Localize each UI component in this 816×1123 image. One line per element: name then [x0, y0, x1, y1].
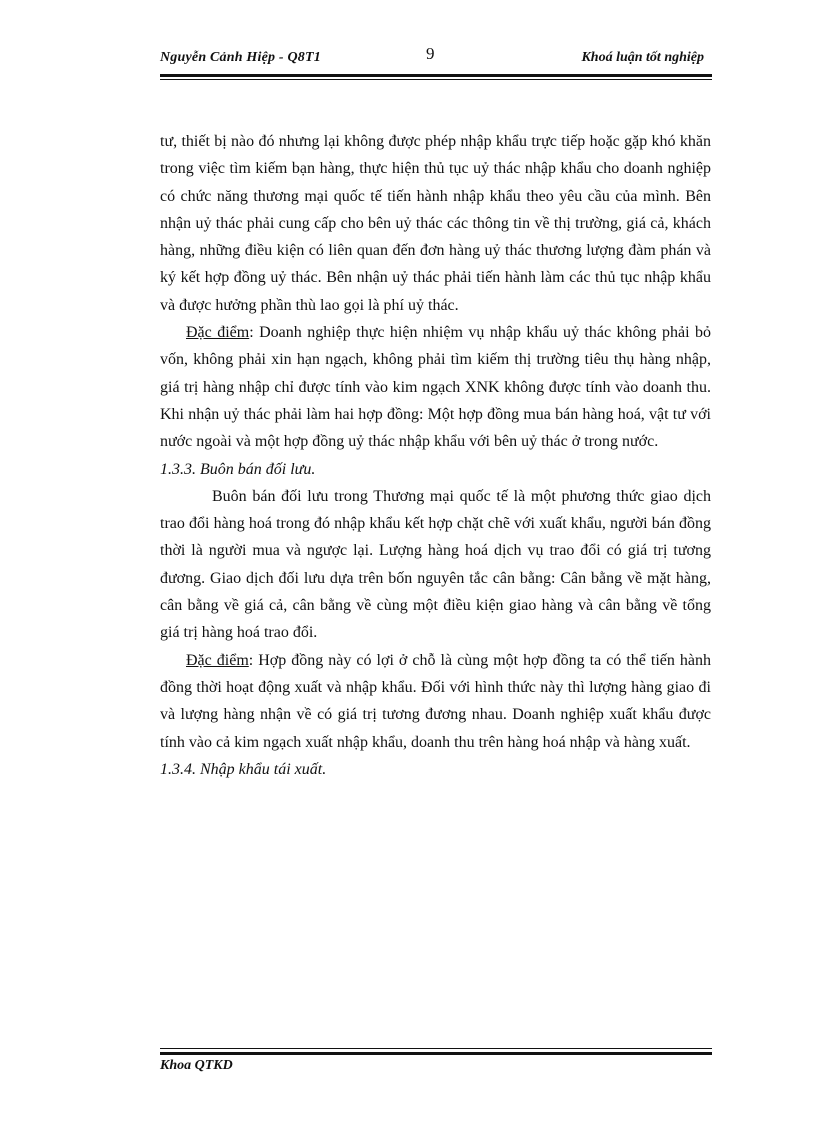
paragraph	[160, 647, 711, 756]
section-heading: 1.3.3. Buôn bán đối lưu.	[160, 460, 316, 478]
header-author: Nguyễn Cảnh Hiệp - Q8T1	[160, 50, 321, 65]
feature-label: Đặc điểm	[186, 324, 250, 342]
paragraph: tư, thiết bị nào đó nhưng lại không được phép nhập khẩu trực tiếp hoặc gặp khó khăn trong việc tìm kiếm bạn hàng, thực hiện thủ tục uỷ thác nhập khẩu cho doanh nghiệp có chức năng thương mại quốc tế tiến hành nhập khẩu theo yêu cầu của mình. Bên nhận uỷ thác phải cung cấp cho bên uỷ thác các thông tin về thị trường, giá cả, khách hàng, những điều kiện có liên quan đến đơn hàng uỷ thác thương lượng đàm phán và ký kết hợp đồng uỷ thác. Bên nhận uỷ thác phải tiến hành làm các thủ tục nhập khẩu và được hưởng phần thù lao gọi là phí uỷ thác.	[160, 133, 711, 314]
header-title: Khoá luận tốt nghiệp	[581, 50, 704, 65]
page-header	[160, 44, 712, 74]
paragraph	[160, 319, 711, 455]
paragraph: Buôn bán đối lưu trong Thương mại quốc tế là một phương thức giao dịch trao đổi hàng hoá trong đó nhập khẩu kết hợp chặt chẽ với xuất khẩu, người bán đồng thời là người mua và ngược lại. Lượng hàng hoá dịch vụ trao đổi có giá trị tương đương. Giao dịch đối lưu dựa trên bốn nguyên tắc cân bằng: Cân bằng về mặt hàng, cân bằng về giá cả, cân bằng về cùng một điều kiện giao hàng và cân bằng về tổng giá trị hàng hoá trao đổi.	[160, 487, 711, 642]
page-number: 9	[426, 44, 435, 63]
paragraph-text: : Hợp đồng này có lợi ở chỗ là cùng một hợp đồng ta có thể tiến hành đồng thời hoạt động xuất và nhập khẩu. Đối với hình thức này thì lượng hàng giao đi và lượng hàng nhận về có giá trị tương đương nhau. Doanh nghiệp xuất khẩu được tính vào cả kim ngạch xuất nhập khẩu, doanh thu trên hàng hoá nhập và hàng xuất.	[160, 651, 712, 751]
section-heading: 1.3.4. Nhập khẩu tái xuất.	[160, 760, 327, 778]
paragraph-text: : Doanh nghiệp thực hiện nhiệm vụ nhập khẩu uỷ thác không phải bỏ vốn, không phải xin hạn ngạch, không phải tìm kiếm thị trường tiêu thụ hàng nhập, giá trị hàng nhập chỉ được tính vào kim ngạch XNK không được tính vào doanh thu. Khi nhận uỷ thác phải làm hai hợp đồng: Một hợp đồng mua bán hàng hoá, vật tư với nước ngoài và một hợp đồng uỷ thác nhập khẩu với bên uỷ thác ở trong nước.	[160, 324, 712, 451]
feature-label: Đặc điểm	[186, 651, 249, 669]
footer-rule-thick	[160, 1052, 712, 1055]
footer-department: Khoa QTKD	[160, 1058, 233, 1073]
footer-rule-thin	[160, 1048, 712, 1049]
page-body	[160, 128, 711, 783]
header-rule-thin	[160, 79, 712, 80]
header-rule-thick	[160, 74, 712, 77]
